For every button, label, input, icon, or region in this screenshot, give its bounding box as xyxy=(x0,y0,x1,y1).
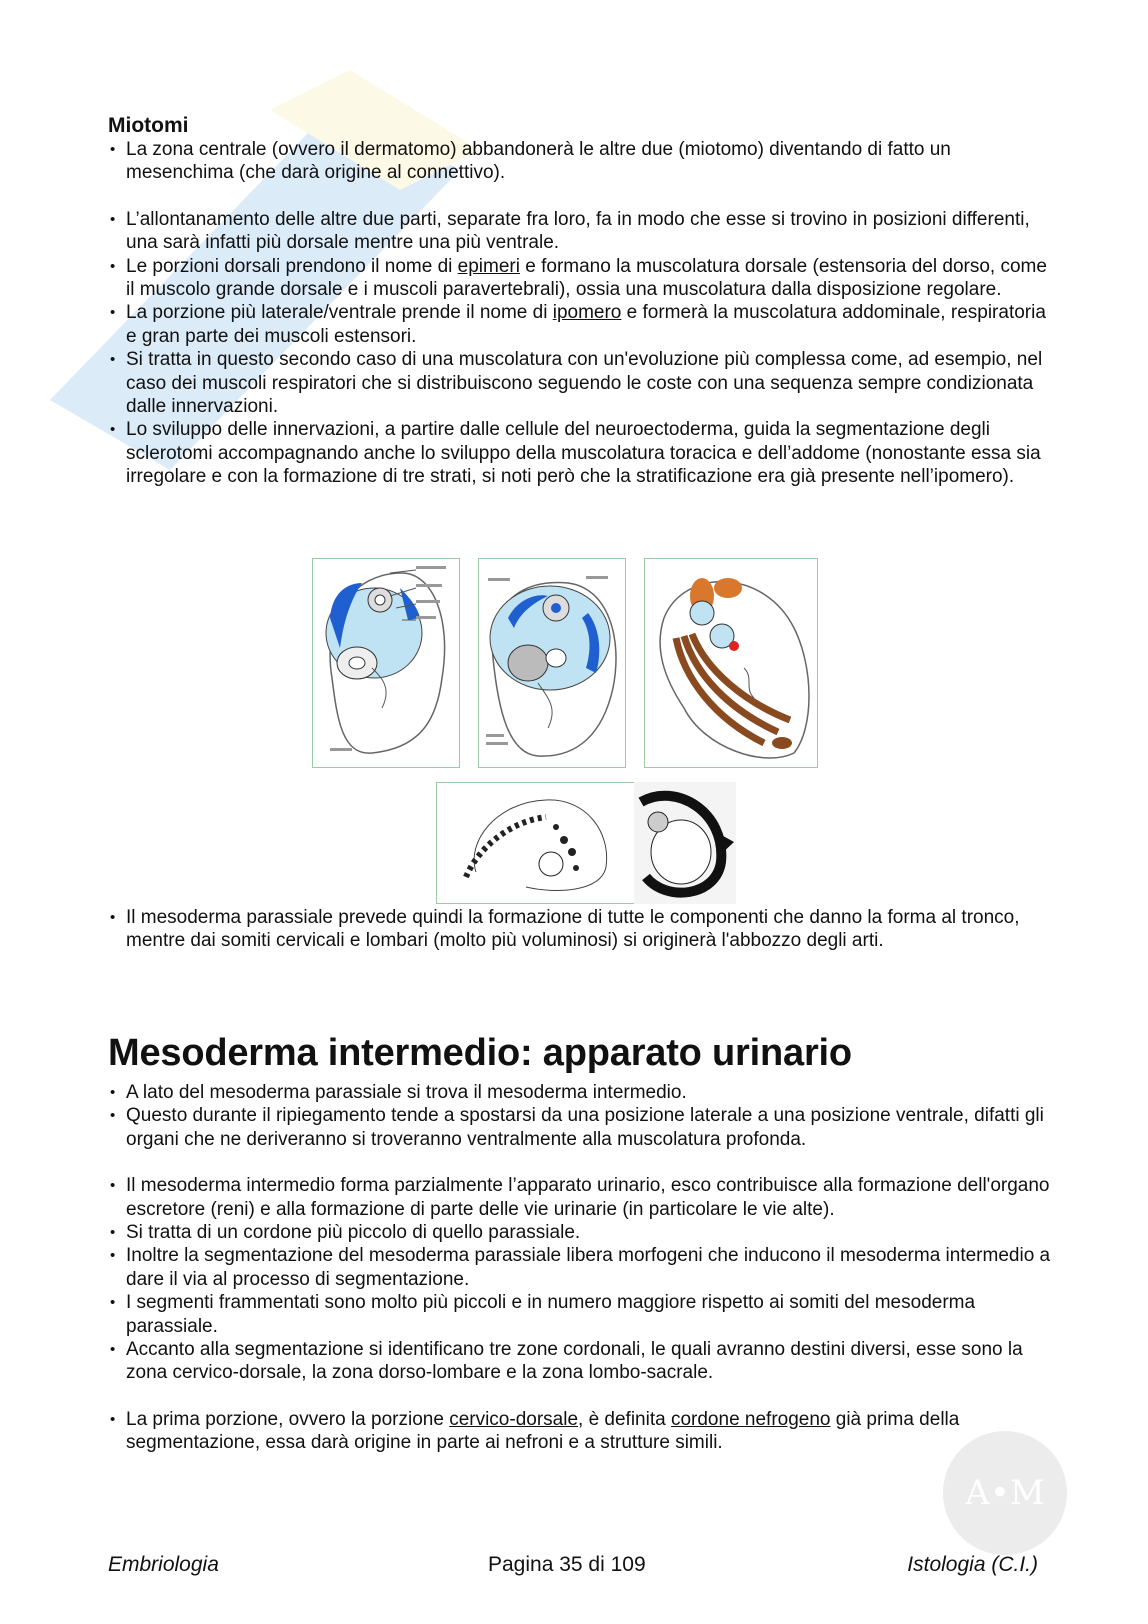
term-cervico-dorsale: cervico-dorsale xyxy=(449,1408,579,1430)
bullet-list-miotomi xyxy=(108,138,1056,489)
term-epimeri: epimeri xyxy=(457,255,520,277)
list-item: • La porzione più laterale/ventrale prende il nome di ipomero e formerà la muscolatura addominale, respiratoria e gran parte dei muscoli estensori. xyxy=(108,301,1056,348)
list-item: • Il mesoderma parassiale prevede quindi la formazione di tutte le componenti che danno la forma al tronco, mentre dai somiti cervicali e lombari (molto più voluminosi) si originerà l'abbozzo degli arti. xyxy=(108,906,1056,953)
figure-embryo-section-2 xyxy=(478,558,626,768)
svg-text:A•M: A•M xyxy=(965,1473,1045,1513)
list-item: • La zona centrale (ovvero il dermatomo) abbandonerà le altre due (miotomo) diventando di fatto un mesenchima (che darà origine al connettivo). xyxy=(108,138,1056,185)
list-item: • Lo sviluppo delle innervazioni, a partire dalle cellule del neuroectoderma, guida la segmentazione degli sclerotomi accompagnando anche lo sviluppo della muscolatura toracica e dell’addome (nonostante essa sia irregolare e con la formazione di tre strati, si noti però che la stratificazione era già presente nell’ipomero). xyxy=(108,418,1056,488)
figure-segmentation-sections xyxy=(436,782,736,904)
footer-right: Istologia (C.I.) xyxy=(907,1553,1038,1576)
footer-left: Embriologia xyxy=(108,1553,219,1576)
term-cordone-nefrogeno: cordone nefrogeno xyxy=(670,1408,831,1430)
list-item: • Accanto alla segmentazione si identificano tre zone cordonali, le quali avranno destini diversi, esse sono la zona cervico-dorsale, la zona dorso-lombare e la zona lombo-sacrale. xyxy=(108,1338,1056,1385)
bullet-list-parassiale xyxy=(108,906,1056,953)
list-item: • Si tratta di un cordone più piccolo di quello parassiale. xyxy=(108,1221,1056,1244)
footer-page-number: Pagina 35 di 109 xyxy=(488,1553,646,1576)
list-item: • Questo durante il ripiegamento tende a spostarsi da una posizione laterale a una posizione ventrale, difatti gli organi che ne deriveranno si troveranno ventralmente alla muscolatura profonda. xyxy=(108,1104,1056,1151)
list-item: • La prima porzione, ovvero la porzione cervico-dorsale, è definita cordone nefrogeno già prima della segmentazione, essa darà origine in parte ai nefroni e a strutture simili. xyxy=(108,1408,1056,1455)
figure-embryo-section-3 xyxy=(644,558,818,768)
list-item: • Le porzioni dorsali prendono il nome di epimeri e formano la muscolatura dorsale (estensoria del dorso, come il muscolo grande dorsale e i muscoli paravertebrali), ossia una muscolatura dalla disposizione regolare. xyxy=(108,255,1056,302)
figure-embryo-section-1 xyxy=(312,558,460,768)
list-item: • A lato del mesoderma parassiale si trova il mesoderma intermedio. xyxy=(108,1081,1056,1104)
bullet-list-intermedio xyxy=(108,1081,1056,1455)
list-item: • L’allontanamento delle altre due parti, separate fra loro, fa in modo che esse si trovino in posizioni differenti, una sarà infatti più dorsale mentre una più ventrale. xyxy=(108,208,1056,255)
term-ipomero: ipomero xyxy=(552,302,622,324)
section-heading-miotomi: Miotomi xyxy=(108,114,189,137)
list-item: • Si tratta in questo secondo caso di una muscolatura con un'evoluzione più complessa come, ad esempio, nel caso dei muscoli respiratori che si distribuiscono seguendo le coste con una sequenza sempre condizionata dalle innervazioni. xyxy=(108,348,1056,418)
main-heading-mesoderma-intermedio: Mesoderma intermedio: apparato urinario xyxy=(108,1032,852,1074)
list-item: • Il mesoderma intermedio forma parzialmente l’apparato urinario, esco contribuisce alla formazione dell'organo escretore (reni) e alla formazione di parte delle vie urinarie (in particolare le vie alte). xyxy=(108,1174,1056,1221)
list-item: • Inoltre la segmentazione del mesoderma parassiale libera morfogeni che inducono il mesoderma intermedio a dare il via al processo di segmentazione. xyxy=(108,1244,1056,1291)
list-item: • I segmenti frammentati sono molto più piccoli e in numero maggiore rispetto ai somiti del mesoderma parassiale. xyxy=(108,1291,1056,1338)
